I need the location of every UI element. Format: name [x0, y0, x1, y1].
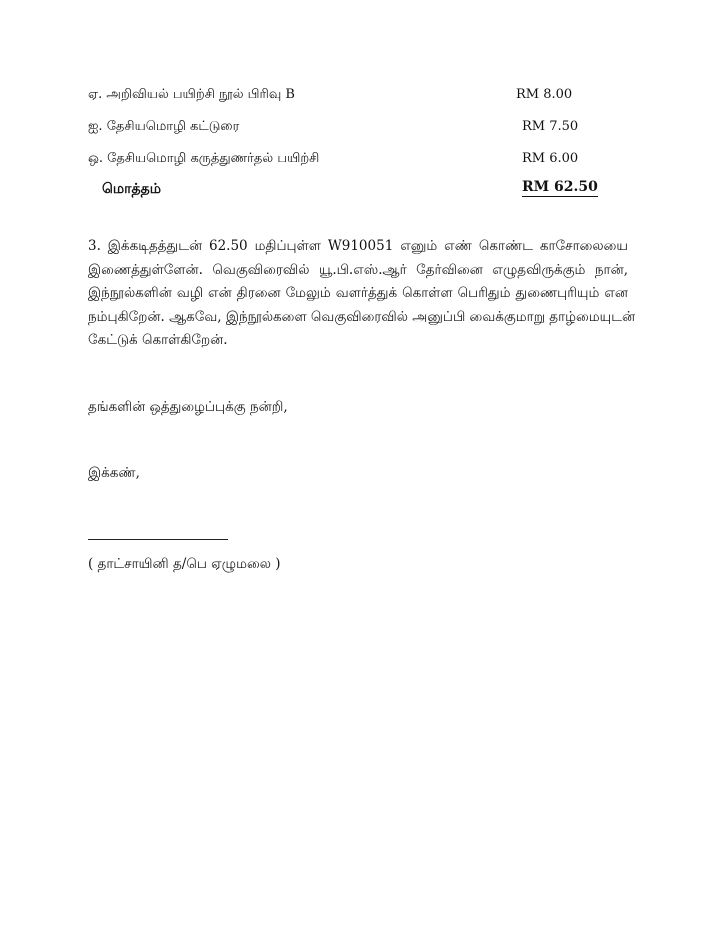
paragraph-line: 3. இக்கடிதத்துடன் 62.50 மதிப்புள்ள W910051 எனும் எண் கொண்ட காசோலையை — [88, 238, 628, 254]
item-row-comprehension — [88, 148, 608, 170]
item-amount: RM 8.00 — [516, 87, 573, 102]
body-paragraph — [88, 235, 636, 353]
paragraph-line: இணைத்துள்ளேன். வெகுவிரைவில் யூ.பி.எஸ்.ஆர் தேர்வினை எழுதவிருக்கும் நான், — [88, 261, 628, 278]
item-label: ஏ. அறிவியல் பயிற்சி நூல் பிரிவு B — [88, 87, 295, 102]
signer-name: ( தாட்சாயினி த/பெ ஏழுமலை ) — [88, 556, 281, 572]
sign-off: இக்கண், — [88, 465, 140, 481]
paragraph-line: கேட்டுக் கொள்கிறேன். — [88, 332, 228, 348]
thanks-line: தங்களின் ஒத்துழைப்புக்கு நன்றி, — [88, 399, 288, 415]
item-row-science — [88, 84, 608, 106]
total-amount: RM 62.50 — [522, 179, 598, 195]
total-row — [88, 178, 608, 200]
total-label: மொத்தம் — [102, 181, 161, 197]
item-label: ஒ. தேசியமொழி கருத்துணர்தல் பயிற்சி — [88, 151, 320, 166]
paragraph-line: நம்புகிறேன். ஆகவே, இந்நூல்களை வெகுவிரைவில் அனுப்பி வைக்குமாறு தாழ்மையுடன் — [88, 308, 636, 325]
paragraph-line: இந்நூல்களின் வழி என் திரனை மேலும் வளர்த்துக் கொள்ள பெரிதும் துணைபுரியும் என — [88, 285, 628, 301]
item-label: ஐ. தேசியமொழி கட்டுரை — [88, 119, 240, 134]
item-amount: RM 6.00 — [522, 151, 579, 166]
item-amount: RM 7.50 — [522, 119, 579, 134]
signature-line — [88, 539, 228, 540]
item-row-essay — [88, 116, 608, 138]
